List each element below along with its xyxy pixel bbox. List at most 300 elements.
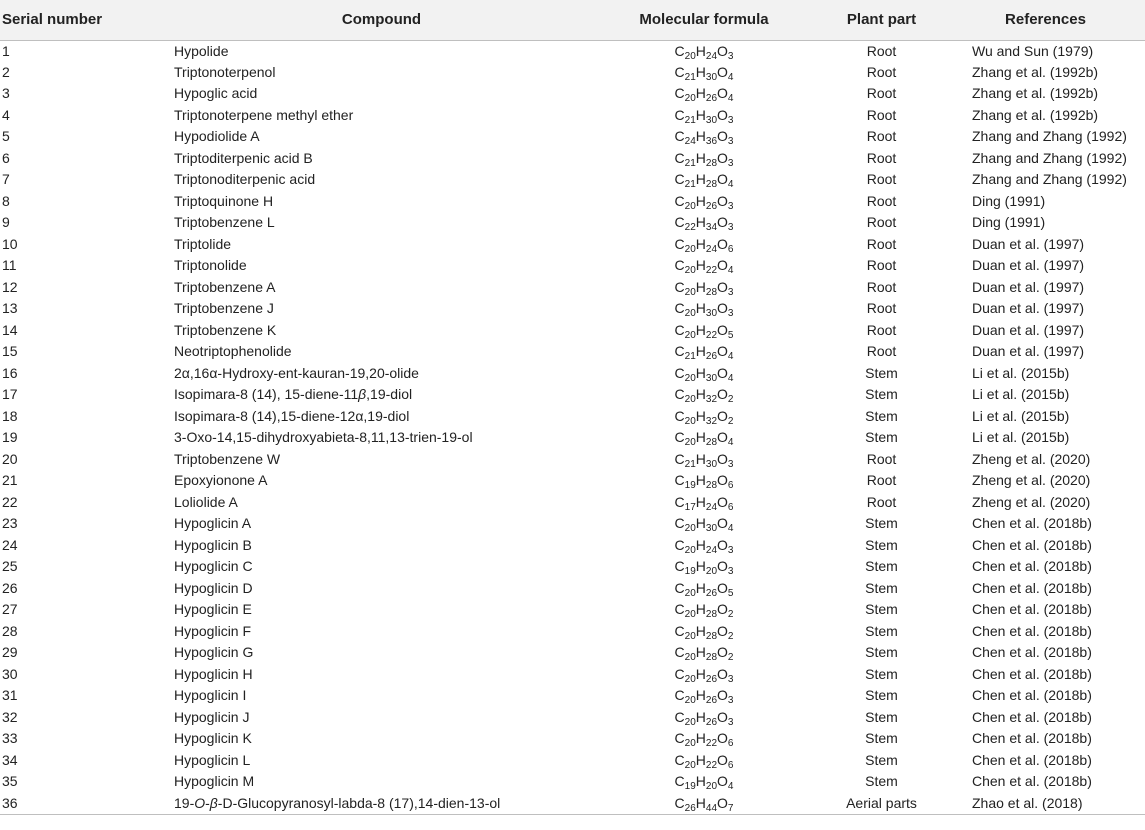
formula-count: 28	[705, 179, 718, 191]
cell-compound: Hypoglicin L	[174, 751, 251, 768]
formula-count: 30	[705, 458, 718, 470]
cell-serial-number: 29	[2, 644, 18, 661]
formula-count: 21	[684, 179, 696, 191]
cell-plant-part: Root	[866, 472, 897, 489]
formula-element: C	[674, 472, 685, 489]
formula-count: 4	[727, 265, 734, 277]
formula-element: C	[674, 407, 685, 424]
formula-count: 4	[727, 523, 734, 535]
formula-element: H	[695, 665, 706, 682]
cell-plant-part: Root	[866, 128, 897, 145]
formula-element: C	[674, 558, 685, 575]
formula-element: C	[674, 515, 685, 532]
formula-count: 19	[684, 781, 696, 793]
cell-molecular-formula	[589, 83, 819, 105]
cell-reference: Zheng et al. (2020)	[972, 472, 1091, 489]
cell-reference: Zhang et al. (1992b)	[972, 63, 1099, 80]
formula-element: H	[695, 558, 706, 575]
cell-compound: Isopimara-8 (14), 15-diene-11β,19-diol	[174, 386, 413, 403]
formula-count: 30	[705, 71, 718, 83]
cell-molecular-formula	[589, 298, 819, 320]
cell-compound: Hypoglicin J	[174, 708, 250, 725]
table-row	[0, 728, 1145, 750]
formula-element: H	[695, 278, 706, 295]
cell-plant-part: Stem	[865, 730, 898, 747]
formula-element: O	[717, 343, 728, 360]
cell-plant-part: Root	[866, 321, 897, 338]
cell-compound: Hypoglicin K	[174, 730, 252, 747]
formula-count: 30	[705, 308, 718, 320]
formula-count: 4	[727, 437, 734, 449]
formula-count: 20	[684, 523, 696, 535]
formula-count: 21	[684, 157, 696, 169]
formula-element: H	[695, 63, 706, 80]
cell-reference: Zhang and Zhang (1992)	[972, 149, 1127, 166]
cell-serial-number: 21	[2, 472, 18, 489]
cell-plant-part: Root	[866, 171, 897, 188]
cell-serial-number: 22	[2, 493, 18, 510]
cell-plant-part: Stem	[865, 687, 898, 704]
formula-count: 19	[684, 480, 696, 492]
cell-reference: Zheng et al. (2020)	[972, 493, 1091, 510]
cell-molecular-formula	[589, 771, 819, 793]
cell-reference: Li et al. (2015b)	[972, 429, 1070, 446]
table-row	[0, 642, 1145, 664]
formula-count: 20	[684, 716, 696, 728]
formula-count: 26	[705, 351, 718, 363]
formula-element: C	[674, 644, 685, 661]
formula-count: 2	[727, 394, 734, 406]
formula-count: 20	[684, 308, 696, 320]
cell-plant-part: Stem	[865, 601, 898, 618]
cell-reference: Li et al. (2015b)	[972, 407, 1070, 424]
formula-count: 17	[684, 501, 696, 513]
formula-count: 3	[727, 222, 734, 234]
table-row	[0, 793, 1145, 815]
formula-element: H	[695, 149, 706, 166]
formula-element: C	[674, 751, 685, 768]
table-row	[0, 556, 1145, 578]
formula-count: 6	[727, 243, 734, 255]
cell-reference: Zhao et al. (2018)	[944, 793, 1145, 815]
formula-element: O	[717, 601, 728, 618]
formula-count: 4	[727, 781, 734, 793]
cell-reference: Chen et al. (2018b)	[972, 622, 1092, 639]
formula-count: 30	[705, 114, 718, 126]
formula-count: 26	[705, 695, 718, 707]
table-row	[0, 83, 1145, 105]
formula-count: 20	[684, 265, 696, 277]
header-compound: Compound	[174, 0, 589, 40]
cell-compound: Triptoditerpenic acid B	[174, 149, 313, 166]
cell-compound: Triptobenzene L	[174, 214, 275, 231]
formula-count: 3	[727, 673, 734, 685]
formula-count: 24	[705, 544, 718, 556]
cell-plant-part: Root	[866, 63, 897, 80]
formula-count: 4	[727, 351, 734, 363]
cell-serial-number: 23	[2, 515, 18, 532]
formula-element: O	[717, 321, 728, 338]
cell-plant-part: Stem	[865, 644, 898, 661]
cell-reference: Zheng et al. (2020)	[972, 450, 1091, 467]
formula-element: H	[695, 106, 706, 123]
formula-element: H	[695, 751, 706, 768]
cell-reference: Zhang et al. (1992b)	[972, 106, 1099, 123]
table-row	[0, 126, 1145, 148]
cell-plant-part: Stem	[865, 515, 898, 532]
cell-compound: Triptonoterpene methyl ether	[174, 106, 354, 123]
table-row	[0, 427, 1145, 449]
formula-element: O	[717, 300, 728, 317]
cell-molecular-formula	[589, 384, 819, 406]
table-row	[0, 621, 1145, 643]
header-plant-part: Plant part	[819, 0, 944, 40]
cell-serial-number: 30	[2, 665, 18, 682]
cell-compound: Triptobenzene K	[174, 321, 277, 338]
formula-element: H	[695, 407, 706, 424]
cell-plant-part: Root	[866, 214, 897, 231]
formula-element: O	[717, 128, 728, 145]
cell-plant-part: Stem	[865, 429, 898, 446]
cell-serial-number: 3	[2, 85, 10, 102]
cell-molecular-formula	[589, 793, 819, 815]
table-row	[0, 191, 1145, 213]
formula-element: H	[695, 343, 706, 360]
cell-molecular-formula	[589, 750, 819, 772]
cell-molecular-formula	[589, 406, 819, 428]
cell-molecular-formula	[589, 277, 819, 299]
formula-count: 22	[684, 222, 696, 234]
formula-element: O	[717, 63, 728, 80]
formula-count: 44	[705, 802, 718, 814]
formula-element: H	[695, 622, 706, 639]
formula-count: 28	[705, 609, 718, 621]
cell-reference: Chen et al. (2018b)	[972, 665, 1092, 682]
formula-count: 20	[684, 695, 696, 707]
cell-molecular-formula	[589, 212, 819, 234]
formula-element: O	[717, 106, 728, 123]
formula-element: H	[695, 321, 706, 338]
cell-molecular-formula	[589, 341, 819, 363]
cell-molecular-formula	[589, 535, 819, 557]
cell-serial-number: 1	[2, 42, 10, 59]
formula-element: H	[695, 450, 706, 467]
formula-count: 21	[684, 114, 696, 126]
formula-count: 20	[684, 544, 696, 556]
cell-compound: Hypoglicin F	[174, 622, 252, 639]
formula-element: C	[674, 622, 685, 639]
formula-count: 28	[705, 630, 718, 642]
cell-molecular-formula	[589, 685, 819, 707]
formula-count: 21	[684, 458, 696, 470]
cell-serial-number: 33	[2, 730, 18, 747]
formula-count: 32	[705, 415, 718, 427]
formula-count: 5	[727, 329, 734, 341]
formula-element: H	[695, 472, 706, 489]
cell-serial-number: 31	[2, 687, 18, 704]
cell-molecular-formula	[589, 148, 819, 170]
formula-count: 2	[727, 415, 734, 427]
formula-element: C	[674, 773, 685, 790]
formula-count: 20	[684, 286, 696, 298]
cell-compound: Triptonoditerpenic acid	[174, 171, 316, 188]
table-row	[0, 578, 1145, 600]
formula-count: 24	[705, 501, 718, 513]
formula-count: 30	[705, 523, 718, 535]
table-row	[0, 513, 1145, 535]
formula-element: H	[695, 601, 706, 618]
table-row	[0, 492, 1145, 514]
cell-reference: Chen et al. (2018b)	[972, 558, 1092, 575]
formula-element: O	[717, 708, 728, 725]
formula-count: 20	[705, 566, 718, 578]
cell-serial-number: 24	[2, 536, 18, 553]
cell-serial-number: 34	[2, 751, 18, 768]
formula-count: 3	[727, 136, 734, 148]
formula-count: 6	[727, 480, 734, 492]
formula-element: C	[674, 278, 685, 295]
cell-compound: Triptobenzene W	[174, 450, 281, 467]
cell-plant-part: Root	[866, 42, 897, 59]
cell-serial-number: 8	[2, 192, 10, 209]
cell-reference: Chen et al. (2018b)	[972, 515, 1092, 532]
cell-compound: Triptobenzene A	[174, 278, 276, 295]
cell-reference: Li et al. (2015b)	[972, 364, 1070, 381]
formula-element: H	[695, 85, 706, 102]
cell-plant-part: Root	[866, 106, 897, 123]
cell-molecular-formula	[589, 427, 819, 449]
cell-reference: Duan et al. (1997)	[972, 257, 1085, 274]
cell-plant-part: Stem	[865, 386, 898, 403]
cell-compound: Hypoglicin E	[174, 601, 252, 618]
formula-count: 24	[705, 243, 718, 255]
formula-element: O	[717, 794, 728, 811]
cell-serial-number: 7	[2, 171, 10, 188]
formula-count: 26	[705, 200, 718, 212]
cell-plant-part: Root	[866, 85, 897, 102]
cell-serial-number: 10	[2, 235, 18, 252]
formula-count: 24	[705, 50, 718, 62]
formula-count: 4	[727, 179, 734, 191]
cell-plant-part: Stem	[865, 665, 898, 682]
formula-count: 20	[684, 200, 696, 212]
cell-reference: Duan et al. (1997)	[972, 343, 1085, 360]
formula-element: O	[717, 773, 728, 790]
formula-element: O	[717, 687, 728, 704]
formula-element: C	[674, 364, 685, 381]
cell-serial-number: 2	[2, 63, 10, 80]
formula-element: O	[717, 192, 728, 209]
formula-count: 5	[727, 587, 734, 599]
cell-molecular-formula	[589, 62, 819, 84]
cell-serial-number: 5	[2, 128, 10, 145]
formula-element: H	[695, 536, 706, 553]
cell-compound: Loliolide A	[174, 493, 238, 510]
formula-element: C	[674, 321, 685, 338]
formula-element: O	[717, 536, 728, 553]
cell-compound: Triptobenzene J	[174, 300, 274, 317]
cell-reference: Duan et al. (1997)	[972, 321, 1085, 338]
cell-plant-part: Aerial parts	[819, 793, 944, 815]
formula-count: 4	[727, 372, 734, 384]
formula-element: H	[695, 42, 706, 59]
cell-serial-number: 25	[2, 558, 18, 575]
table-row	[0, 664, 1145, 686]
cell-reference: Ding (1991)	[972, 192, 1046, 209]
table-row	[0, 685, 1145, 707]
table-row	[0, 62, 1145, 84]
formula-element: O	[717, 644, 728, 661]
formula-count: 3	[727, 566, 734, 578]
formula-count: 28	[705, 437, 718, 449]
cell-molecular-formula	[589, 105, 819, 127]
cell-compound: Hypoglicin A	[174, 515, 252, 532]
cell-molecular-formula	[589, 621, 819, 643]
cell-serial-number: 35	[2, 773, 18, 790]
cell-reference: Chen et al. (2018b)	[972, 751, 1092, 768]
formula-count: 34	[705, 222, 718, 234]
formula-count: 20	[684, 93, 696, 105]
formula-element: H	[695, 644, 706, 661]
formula-element: O	[717, 493, 728, 510]
cell-reference: Chen et al. (2018b)	[972, 730, 1092, 747]
cell-compound: Hypoglicin H	[174, 665, 253, 682]
formula-element: C	[674, 214, 685, 231]
formula-count: 20	[684, 587, 696, 599]
table-row	[0, 341, 1145, 363]
formula-element: H	[695, 730, 706, 747]
cell-molecular-formula	[589, 513, 819, 535]
table-row	[0, 212, 1145, 234]
cell-plant-part: Stem	[865, 364, 898, 381]
table-row	[0, 384, 1145, 406]
formula-element: C	[674, 343, 685, 360]
formula-element: C	[674, 192, 685, 209]
formula-element: H	[695, 257, 706, 274]
formula-element: O	[717, 429, 728, 446]
formula-element: O	[717, 85, 728, 102]
formula-element: H	[695, 171, 706, 188]
cell-compound: 2α,16α-Hydroxy-ent-kauran-19,20-olide	[174, 364, 419, 381]
formula-element: O	[717, 364, 728, 381]
formula-element: H	[695, 235, 706, 252]
table-row	[0, 470, 1145, 492]
formula-element: O	[717, 622, 728, 639]
cell-reference: Ding (1991)	[972, 214, 1046, 231]
cell-compound: Epoxyionone A	[174, 472, 268, 489]
formula-count: 21	[684, 351, 696, 363]
table-row	[0, 148, 1145, 170]
formula-element: C	[674, 601, 685, 618]
cell-molecular-formula	[589, 449, 819, 471]
cell-reference: Chen et al. (2018b)	[972, 536, 1092, 553]
formula-element: H	[695, 493, 706, 510]
formula-element: C	[674, 63, 685, 80]
formula-count: 22	[705, 265, 718, 277]
formula-count: 32	[705, 394, 718, 406]
cell-reference: Li et al. (2015b)	[972, 386, 1070, 403]
table-row	[0, 771, 1145, 793]
cell-plant-part: Root	[866, 493, 897, 510]
cell-compound: Isopimara-8 (14),15-diene-12α,19-diol	[174, 407, 410, 424]
cell-molecular-formula	[589, 320, 819, 342]
cell-plant-part: Root	[866, 257, 897, 274]
header-molecular-formula: Molecular formula	[589, 0, 819, 40]
formula-count: 26	[705, 673, 718, 685]
formula-element: H	[695, 794, 706, 811]
cell-reference: Chen et al. (2018b)	[972, 773, 1092, 790]
table-row	[0, 169, 1145, 191]
table-row	[0, 234, 1145, 256]
cell-molecular-formula	[589, 578, 819, 600]
cell-reference: Zhang and Zhang (1992)	[972, 128, 1127, 145]
table-row	[0, 277, 1145, 299]
formula-element: O	[717, 730, 728, 747]
table-row	[0, 599, 1145, 621]
cell-compound: 3-Oxo-14,15-dihydroxyabieta-8,11,13-trien-19-ol	[174, 429, 473, 446]
cell-compound: Hypolide	[174, 42, 229, 59]
formula-count: 3	[727, 286, 734, 298]
cell-serial-number: 20	[2, 450, 18, 467]
cell-plant-part: Root	[866, 192, 897, 209]
cell-molecular-formula	[589, 363, 819, 385]
cell-plant-part: Stem	[865, 536, 898, 553]
cell-molecular-formula	[589, 234, 819, 256]
cell-molecular-formula	[589, 707, 819, 729]
table-row	[0, 40, 1145, 62]
cell-serial-number: 28	[2, 622, 18, 639]
cell-reference: Duan et al. (1997)	[972, 300, 1085, 317]
formula-count: 28	[705, 652, 718, 664]
formula-element: O	[717, 214, 728, 231]
formula-count: 22	[705, 738, 718, 750]
formula-element: C	[674, 730, 685, 747]
cell-serial-number: 27	[2, 601, 18, 618]
formula-count: 22	[705, 759, 718, 771]
cell-reference: Chen et al. (2018b)	[972, 708, 1092, 725]
formula-count: 20	[684, 630, 696, 642]
formula-count: 3	[727, 716, 734, 728]
formula-count: 3	[727, 114, 734, 126]
cell-compound: Hypoglicin G	[174, 644, 254, 661]
cell-plant-part: Stem	[865, 407, 898, 424]
cell-molecular-formula	[589, 255, 819, 277]
formula-element: H	[695, 192, 706, 209]
cell-molecular-formula	[589, 191, 819, 213]
formula-element: O	[717, 472, 728, 489]
cell-plant-part: Root	[866, 343, 897, 360]
formula-element: H	[695, 300, 706, 317]
cell-compound: 19-O-β-D-Glucopyranosyl-labda-8 (17),14-dien-13-ol	[174, 793, 589, 815]
formula-count: 26	[705, 587, 718, 599]
formula-count: 2	[727, 609, 734, 621]
formula-element: H	[695, 128, 706, 145]
formula-count: 20	[684, 652, 696, 664]
table-row	[0, 406, 1145, 428]
formula-count: 28	[705, 157, 718, 169]
formula-element: H	[695, 579, 706, 596]
cell-compound: Hypoglicin D	[174, 579, 253, 596]
formula-element: H	[695, 773, 706, 790]
cell-molecular-formula	[589, 728, 819, 750]
table-body	[0, 40, 1145, 814]
cell-compound: Triptonoterpenol	[174, 63, 276, 80]
table-row	[0, 449, 1145, 471]
formula-element: O	[717, 558, 728, 575]
formula-element: C	[674, 429, 685, 446]
table-row	[0, 750, 1145, 772]
cell-plant-part: Stem	[865, 708, 898, 725]
